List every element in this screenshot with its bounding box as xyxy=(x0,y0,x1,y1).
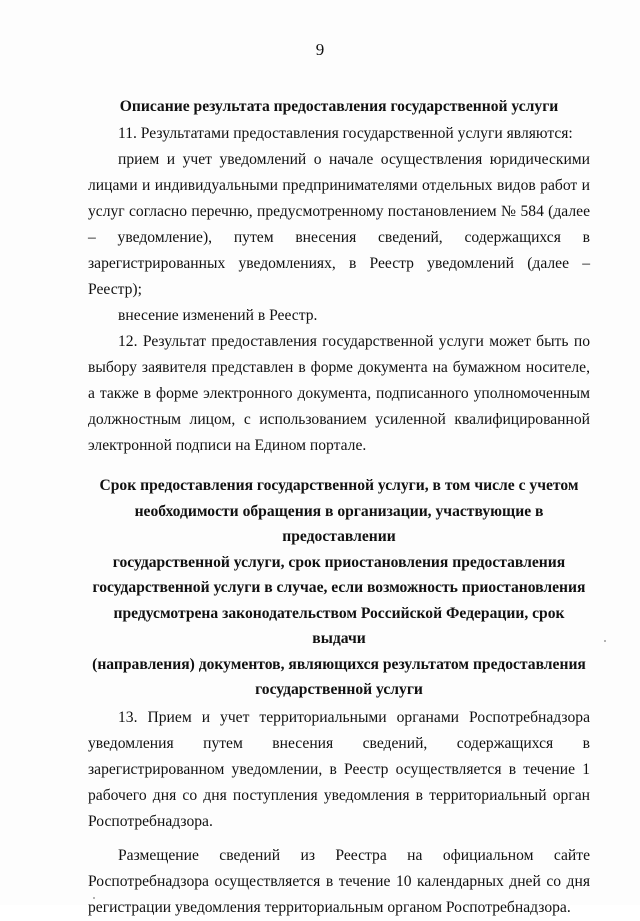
paragraph-11: 11. Результатами предоставления государственной услуги являются: xyxy=(118,125,573,142)
paragraph-11-item-1: прием и учет уведомлений о начале осуществления юридическими лицами и индивидуальными предпринимателями отдельных видов работ и услуг согласно перечню, предусмотренному постановлением № 584 (далее – уведомление), путем внесения сведений, содержащихся в зарегистрированных уведомлениях, в Реестр уведомлений (далее – Реестр); xyxy=(88,151,590,298)
heading-line: государственной услуги в случае, если возможность приостановления xyxy=(92,579,586,596)
heading-line: государственной услуги xyxy=(255,681,423,698)
heading-line: государственной услуги, срок приостановления предоставления xyxy=(112,553,566,571)
section-heading-term xyxy=(88,473,590,703)
heading-line: предусмотрена законодательством Российской Федерации, срок выдачи xyxy=(113,604,565,647)
paragraph-13-placement: Размещение сведений из Реестра на официальном сайте Роспотребнадзора осуществляется в течение 10 календарных дней со дня регистрации уведомления территориальным органом Роспотребнадзора. xyxy=(88,846,590,916)
page-number: 9 xyxy=(315,40,325,59)
heading-line: необходимости обращения в организации, участвующие в предоставлении xyxy=(134,502,544,545)
page-content xyxy=(88,94,590,921)
heading-line: Срок предоставления государственной услуги, в том числе с учетом xyxy=(99,477,579,494)
paragraph-12: 12. Результат предоставления государственной услуги может быть по выбору заявителя представлен в форме документа на бумажном носителе, а также в форме электронного документа, подписанного уполномоченным должностным лицом, с использованием усиленной квалифицированной электронной подписи на Едином портале. xyxy=(88,333,590,454)
heading-line: (направления) документов, являющихся результатом предоставления xyxy=(92,655,586,673)
paragraph-13: 13. Прием и учет территориальными органами Роспотребнадзора уведомления путем внесения сведений, содержащихся в зарегистрированном уведомлении, в Реестр осуществляется в течение 1 рабочего дня со дня поступления уведомления в территориальный орган Роспотребнадзора. xyxy=(88,708,590,830)
section-heading-result: Описание результата предоставления государственной услуги xyxy=(119,98,559,115)
scan-speck xyxy=(604,640,606,642)
scan-speck xyxy=(93,897,95,899)
paragraph-11-item-2: внесение изменений в Реестр. xyxy=(118,307,318,324)
